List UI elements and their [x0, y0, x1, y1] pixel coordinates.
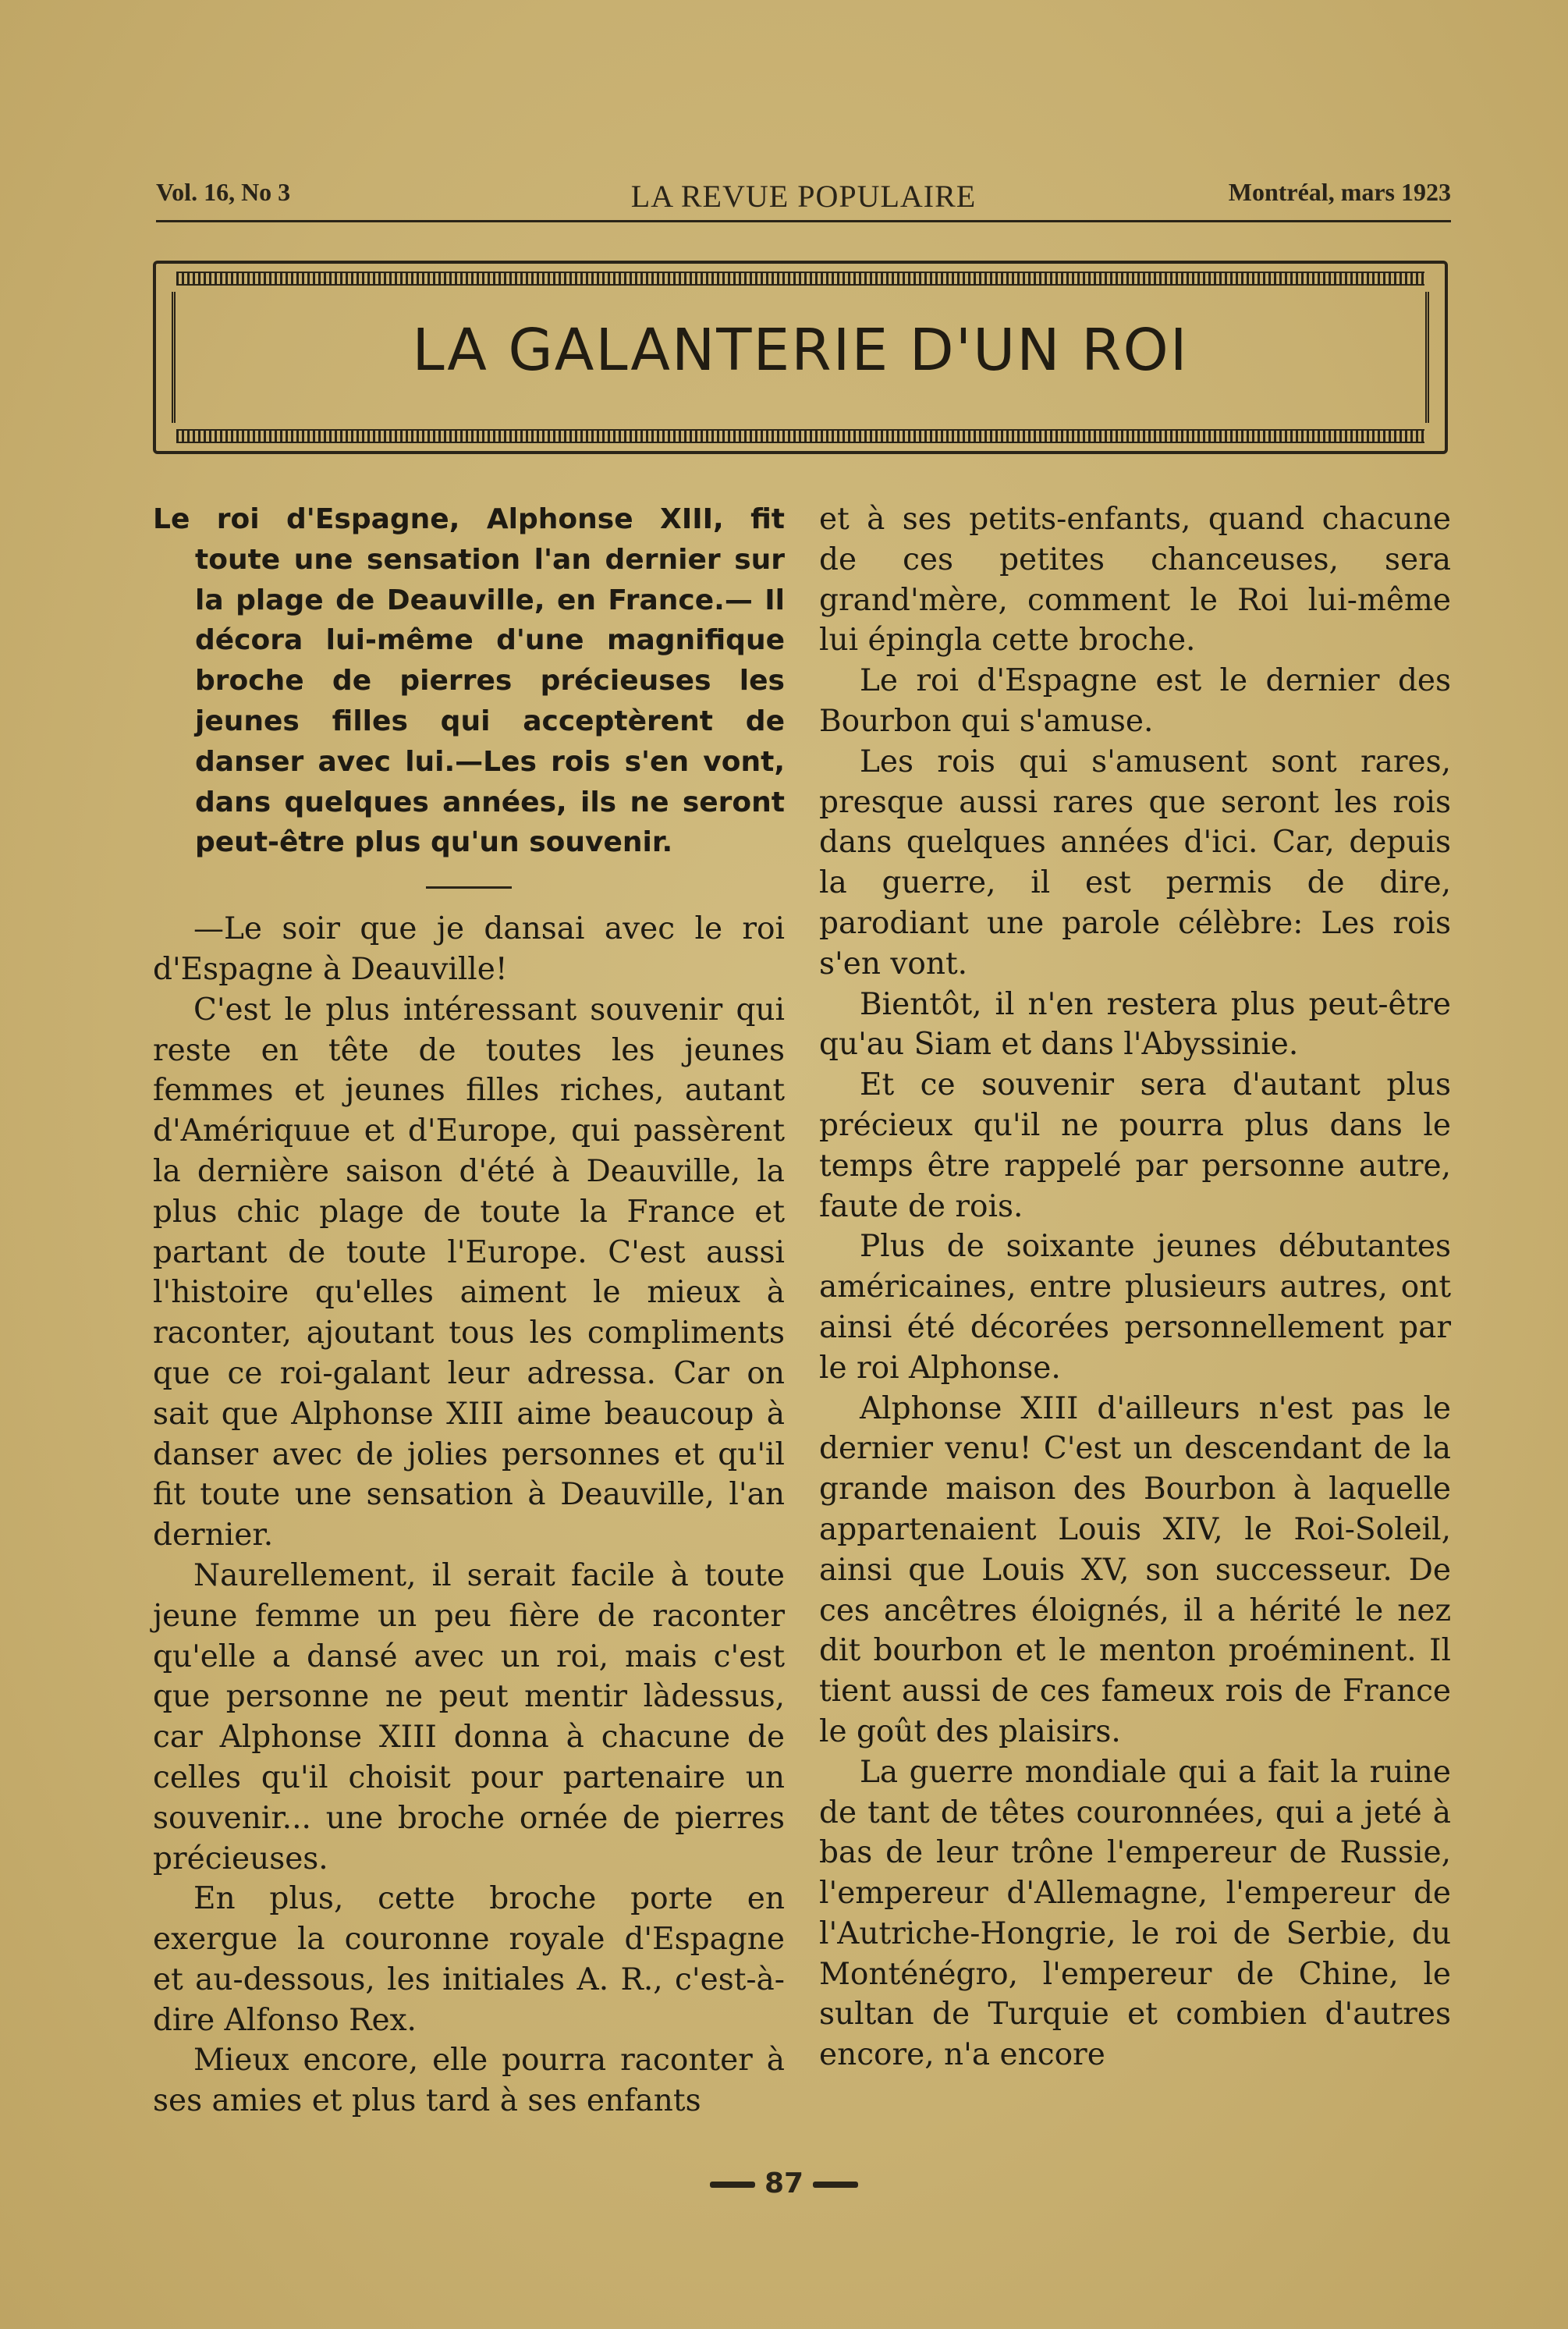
left-column — [153, 499, 785, 2121]
article-title: LA GALANTERIE D'UN ROI — [412, 317, 1189, 384]
paragraph: Mieux encore, elle pourra raconter à ses amies et plus tard à ses enfants — [153, 2043, 785, 2119]
title-frame — [153, 261, 1448, 454]
paragraph: Et ce souvenir sera d'autant plus précieux qu'il ne pourra plus dans le temps être rappelé par personne autre, faute de rois. — [819, 1067, 1451, 1224]
page-footer — [0, 2167, 1568, 2199]
paragraph: Alphonse XIII d'ailleurs n'est pas le dernier venu! C'est un descendant de la grande maison des Bourbon à laquelle appartenaient Louis XIV, le Roi-Soleil, ainsi que Louis XV, son successeur. De ces ancêtres éloignés, il a hérité le nez dit bourbon et le menton proéminent. Il tient aussi de ces fameux rois de France le goût des plaisirs. — [819, 1390, 1451, 1749]
paragraph: et à ses petits-enfants, quand chacune de ces petites chanceuses, sera grand'mère, comment le Roi lui-même lui épingla cette broche. — [819, 502, 1451, 659]
footer-dash-right — [813, 2182, 858, 2188]
paragraph: Plus de soixante jeunes débutantes américaines, entre plusieurs autres, ont ainsi été décorées personnellement par le roi Alphonse. — [819, 1229, 1451, 1386]
frame-ornament-top — [176, 272, 1424, 286]
paragraph: Naurellement, il serait facile à toute jeune femme un peu fière de raconter qu'elle a dansé avec un roi, mais c'est que personne ne peut mentir làdessus, car Alphonse XIII donna à chacune de celles qu'il choisit pour partenaire un souvenir... une broche ornée de pierres précieuses. — [153, 1557, 785, 1876]
paragraph: Les rois qui s'amusent sont rares, presque aussi rares que seront les rois dans quelques années d'ici. Car, depuis la guerre, il est permis de dire, parodiant une parole célèbre: Les rois s'en vont. — [819, 744, 1451, 982]
paragraph: —Le soir que je dansai avec le roi d'Espagne à Deauville! — [153, 911, 785, 987]
page-number: 87 — [764, 2167, 804, 2199]
paragraph: Le roi d'Espagne est le dernier des Bourbon qui s'amuse. — [819, 663, 1451, 739]
publication-name: LA REVUE POPULAIRE — [630, 179, 977, 214]
frame-ornament-bottom — [176, 429, 1424, 443]
paragraph: La guerre mondiale qui a fait la ruine de tant de têtes couronnées, qui a jeté à bas de leur trône l'empereur de Russie, l'empereur d'Allemagne, l'empereur de l'Autriche-Hongrie, le roi de Serbie, du Monténégro, l'empereur de Chine, le sultan de Turquie et combien d'autres encore, n'a encore — [819, 1754, 1451, 2073]
place-date: Montréal, mars 1923 — [1228, 178, 1451, 206]
masthead — [156, 173, 1451, 222]
footer-dash-left — [710, 2182, 755, 2188]
section-divider — [426, 886, 512, 889]
volume-number: Vol. 16, No 3 — [156, 178, 291, 206]
paragraph: C'est le plus intéressant souvenir qui reste en tête de toutes les jeunes femmes et jeunes filles riches, autant d'Amériquue et d'Europe, qui passèrent la dernière saison d'été à Deauville, la plus chic plage de toute la France et partant de toute l'Europe. C'est aussi l'histoire qu'elles aiment le mieux à raconter, ajoutant tous les compliments que ce roi-galant leur adressa. Car on sait que Alphonse XIII aime beaucoup à danser avec de jolies personnes et qu'il fit toute une sensation à Deauville, l'an dernier. — [153, 992, 785, 1553]
paragraph: En plus, cette broche porte en exergue la couronne royale d'Espagne et au-dessous, les initiales A. R., c'est-à-dire Alfonso Rex. — [153, 1881, 785, 2038]
article-lead: Le roi d'Espagne, Alphonse XIII, fit toute une sensation l'an dernier sur la plage de Deauville, en France.— Il décora lui-même d'une magnifique broche de pierres précieuses les jeunes filles qui acceptèrent de danser avec lui.—Les rois s'en vont, dans quelques années, ils ne seront peut-être plus qu'un souvenir. — [153, 503, 785, 859]
paragraph: Bientôt, il n'en restera plus peut-être qu'au Siam et dans l'Abyssinie. — [819, 986, 1451, 1063]
right-column — [819, 499, 1451, 2075]
